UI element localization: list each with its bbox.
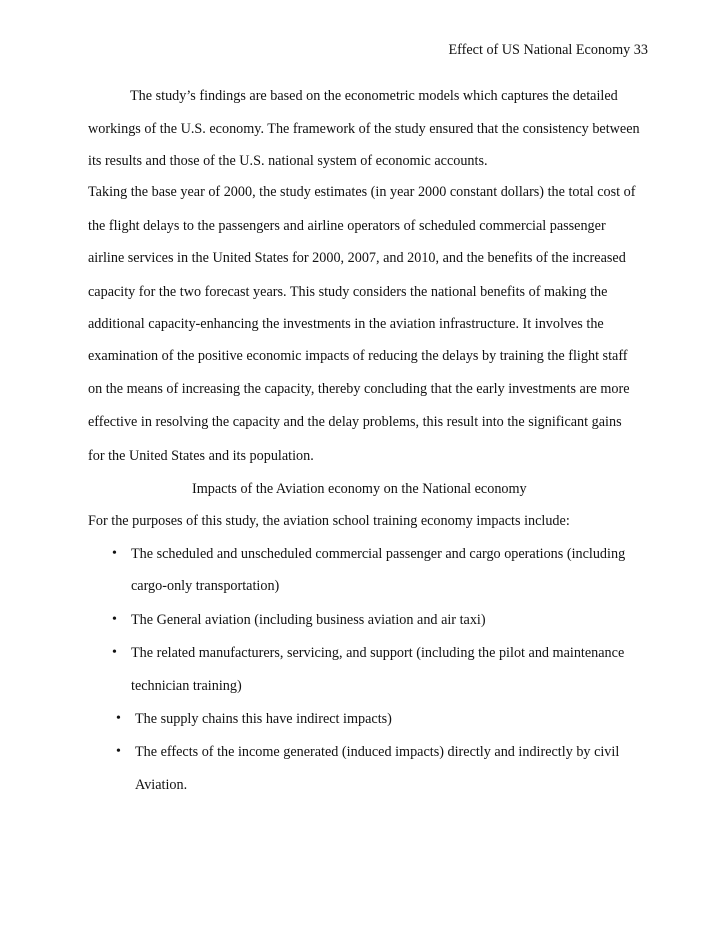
running-head: Effect of US National Economy 33 xyxy=(448,42,648,58)
paragraph-line: The study’s findings are based on the econometric models which captures the detailed xyxy=(130,88,618,104)
paragraph-line: airline services in the United States for 2000, 2007, and 2010, and the benefits of the increased xyxy=(88,250,626,266)
paragraph-line: examination of the positive economic impacts of reducing the delays by training the flight staff xyxy=(88,348,628,364)
bullet-item-text: The effects of the income generated (induced impacts) directly and indirectly by civil xyxy=(135,744,620,760)
bullet-item-continuation: technician training) xyxy=(131,678,242,694)
bullet-item-continuation: Aviation. xyxy=(135,777,188,793)
bullet-item-text: The scheduled and unscheduled commercial passenger and cargo operations (including xyxy=(131,546,626,562)
bullet-icon: • xyxy=(112,612,117,627)
bullet-icon: • xyxy=(112,546,117,561)
paragraph-line: Taking the base year of 2000, the study estimates (in year 2000 constant dollars) the total cost of xyxy=(88,184,636,200)
paragraph-line: additional capacity-enhancing the investments in the aviation infrastructure. It involves the xyxy=(88,316,604,332)
section-heading: Impacts of the Aviation economy on the National economy xyxy=(192,481,527,497)
bullet-item-continuation: cargo-only transportation) xyxy=(131,578,280,594)
paragraph-line: workings of the U.S. economy. The framework of the study ensured that the consistency between xyxy=(88,121,640,137)
bullet-icon: • xyxy=(116,711,121,726)
bullet-item-text: The supply chains this have indirect impacts) xyxy=(135,711,392,727)
paragraph-line: its results and those of the U.S. national system of economic accounts. xyxy=(88,153,488,169)
paragraph-line: for the United States and its population. xyxy=(88,448,314,464)
bullet-item-text: The General aviation (including business aviation and air taxi) xyxy=(131,612,486,628)
bullet-icon: • xyxy=(116,744,121,759)
bullet-icon: • xyxy=(112,645,117,660)
paragraph-line: the flight delays to the passengers and airline operators of scheduled commercial passenger xyxy=(88,218,606,234)
paragraph-line: effective in resolving the capacity and the delay problems, this result into the significant gains xyxy=(88,414,622,430)
bullet-item-text: The related manufacturers, servicing, and support (including the pilot and maintenance xyxy=(131,645,625,661)
paragraph-line: on the means of increasing the capacity, thereby concluding that the early investments are more xyxy=(88,381,630,397)
paragraph-line: capacity for the two forecast years. This study considers the national benefits of making the xyxy=(88,284,608,300)
intro-line: For the purposes of this study, the aviation school training economy impacts include: xyxy=(88,513,570,529)
